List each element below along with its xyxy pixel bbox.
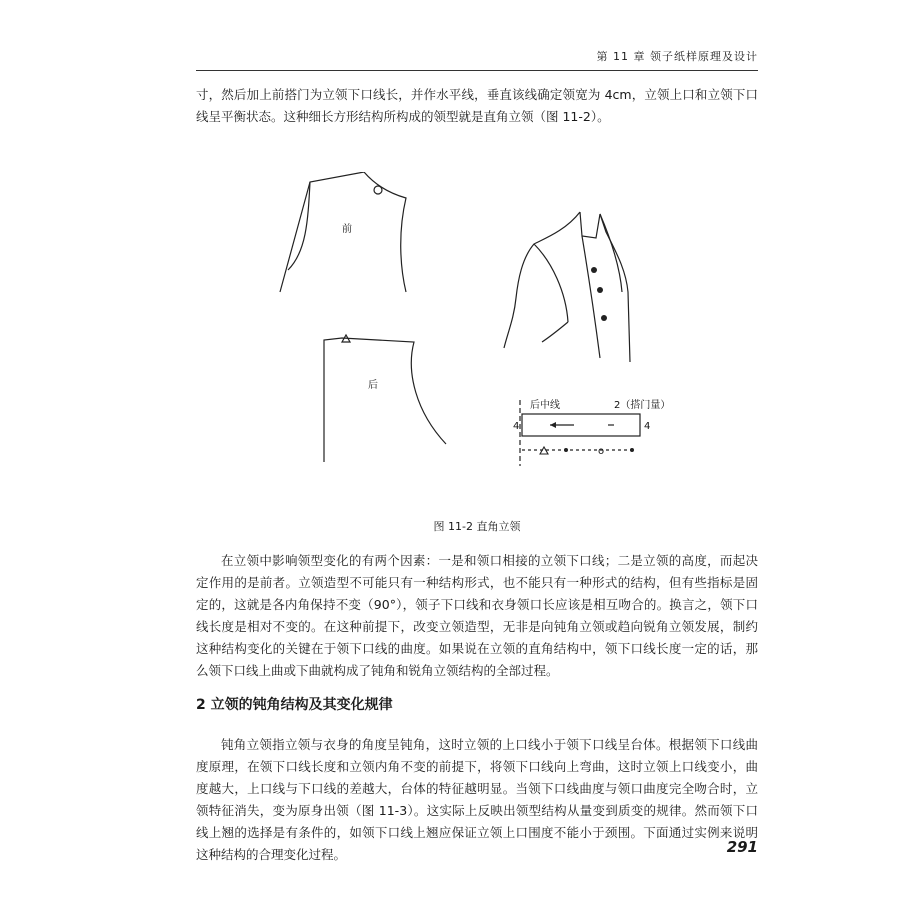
- arrow-icon: [550, 422, 556, 428]
- collar-dot-2: [630, 448, 634, 452]
- width-right-label: 4: [644, 421, 651, 432]
- back-bodice-outline: [324, 338, 446, 462]
- jacket-button-2: [597, 287, 603, 293]
- paragraph-1: 寸，然后加上前搭门为立领下口线长，并作水平线，垂直该线确定领宽为 4cm，立领上口和立领下口线呈平衡状态。这种细长方形结构所构成的领型就是直角立领（图 11-2）。: [196, 87, 758, 124]
- paragraph-2: 在立领中影响领型变化的有两个因素：一是和领口相接的立领下口线；二是立领的高度，而起决定作用的是前者。立领造型不可能只有一种结构形式，也不能只有一种形式的结构，但有些指标是固定的，这就是各内角保持不变（90°），领子下口线和衣身领口长应该是相互吻合的。换言之，领下口线长度是相对不变的。在这种前提下，改变立领造型，无非是向钝角立领或趋向锐角立领发展，制约这种结构变化的关键在于领下口线的曲度。如果说在立领的直角结构中，领下口线长度一定的话，那么领下口线上曲或下曲就构成了钝角和锐角立领结构的全部过程。: [196, 553, 758, 678]
- figure-caption: 图 11-2 直角立领: [433, 520, 521, 533]
- overlap-label: 2（搭门量）: [614, 400, 671, 411]
- jacket-sketch: [504, 212, 630, 362]
- jacket-button-1: [591, 267, 597, 273]
- page-number: 291: [726, 838, 758, 856]
- header-rule: [196, 70, 758, 71]
- section-heading: 2 立领的钝角结构及其变化规律: [196, 697, 393, 713]
- front-label: 前: [342, 224, 352, 235]
- running-header: 第 11 章 领子纸样原理及设计: [596, 50, 758, 63]
- width-left-label: 4: [513, 421, 520, 432]
- jacket-button-3: [601, 315, 607, 321]
- pattern-diagram: [196, 172, 758, 502]
- back-label: 后: [368, 380, 378, 391]
- front-neck-notch-icon: [374, 186, 382, 194]
- paragraph-3: 钝角立领指立领与衣身的角度呈钝角，这时立领的上口线小于领下口线呈台体。根据领下口线曲度原理，在领下口线长度和立领内角不变的前提下，将领下口线向上弯曲，这时立领上口线变小，曲度越大，上口线与下口线的差越大，台体的特征越明显。当领下口线曲度与领口曲度完全吻合时，立领特征消失，变为原身出领（图 11-3）。这实际上反映出领型结构从量变到质变的规律。然而领下口线上翘的选择是有条件的，如领下口线上翘应保证立领上口围度不能小于颈围。下面通过实例来说明这种结构的合理变化过程。: [196, 737, 758, 862]
- collar-dot-1: [564, 448, 568, 452]
- center-back-label: 后中线: [530, 400, 560, 411]
- circle-mark-label: o: [598, 446, 605, 457]
- figure-11-2: [196, 172, 758, 502]
